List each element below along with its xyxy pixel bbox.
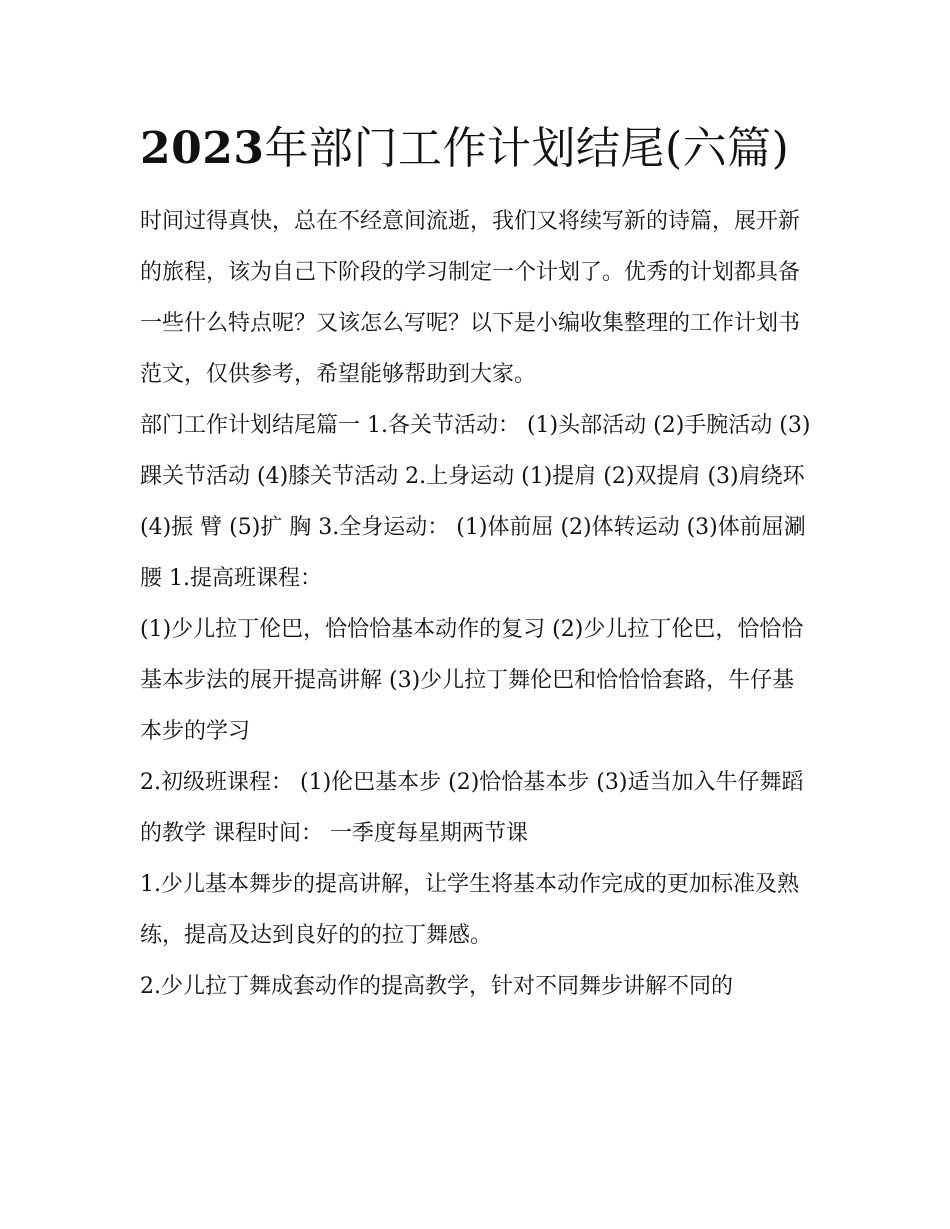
paragraph-goal-1: 1.少儿基本舞步的提高讲解，让学生将基本动作完成的更加标准及熟练，提高及达到良好的的拉丁舞感。 [140,872,799,948]
document-body [140,196,812,1012]
paragraph-advanced-course: (1)少儿拉丁伦巴，恰恰恰基本动作的复习 (2)少儿拉丁伦巴，恰恰恰基本步法的展开提高讲解 (3)少儿拉丁舞伦巴和恰恰恰套路，牛仔基本步的学习 [140,617,804,744]
paragraph-goal-2: 2.少儿拉丁舞成套动作的提高教学，针对不同舞步讲解不同的 [140,974,733,999]
document-page [140,112,812,1012]
title-text: 年部门工作计划结尾(六篇) [264,123,790,174]
title-year: 2023 [140,123,265,174]
document-title [140,112,812,186]
paragraph-beginner-course: 2.初级班课程： (1)伦巴基本步 (2)恰恰基本步 (3)适当加入牛仔舞蹈的教学 课程时间： 一季度每星期两节课 [140,770,804,846]
paragraph-intro: 时间过得真快，总在不经意间流逝，我们又将续写新的诗篇，展开新的旅程，该为自己下阶段的学习制定一个计划了。优秀的计划都具备一些什么特点呢？又该怎么写呢？以下是小编收集整理的工作计划书范文，仅供参考，希望能够帮助到大家。 [140,209,801,387]
paragraph-warmup: 部门工作计划结尾篇一 1.各关节活动： (1)头部活动 (2)手腕活动 (3)踝关节活动 (4)膝关节活动 2.上身运动 (1)提肩 (2)双提肩 (3)肩绕环 (4)振 臂 (5)扩 胸 3.全身运动： (1)体前屈 (2)体转运动 (3)体前屈涮腰 1.提高班课程： [140,413,811,591]
